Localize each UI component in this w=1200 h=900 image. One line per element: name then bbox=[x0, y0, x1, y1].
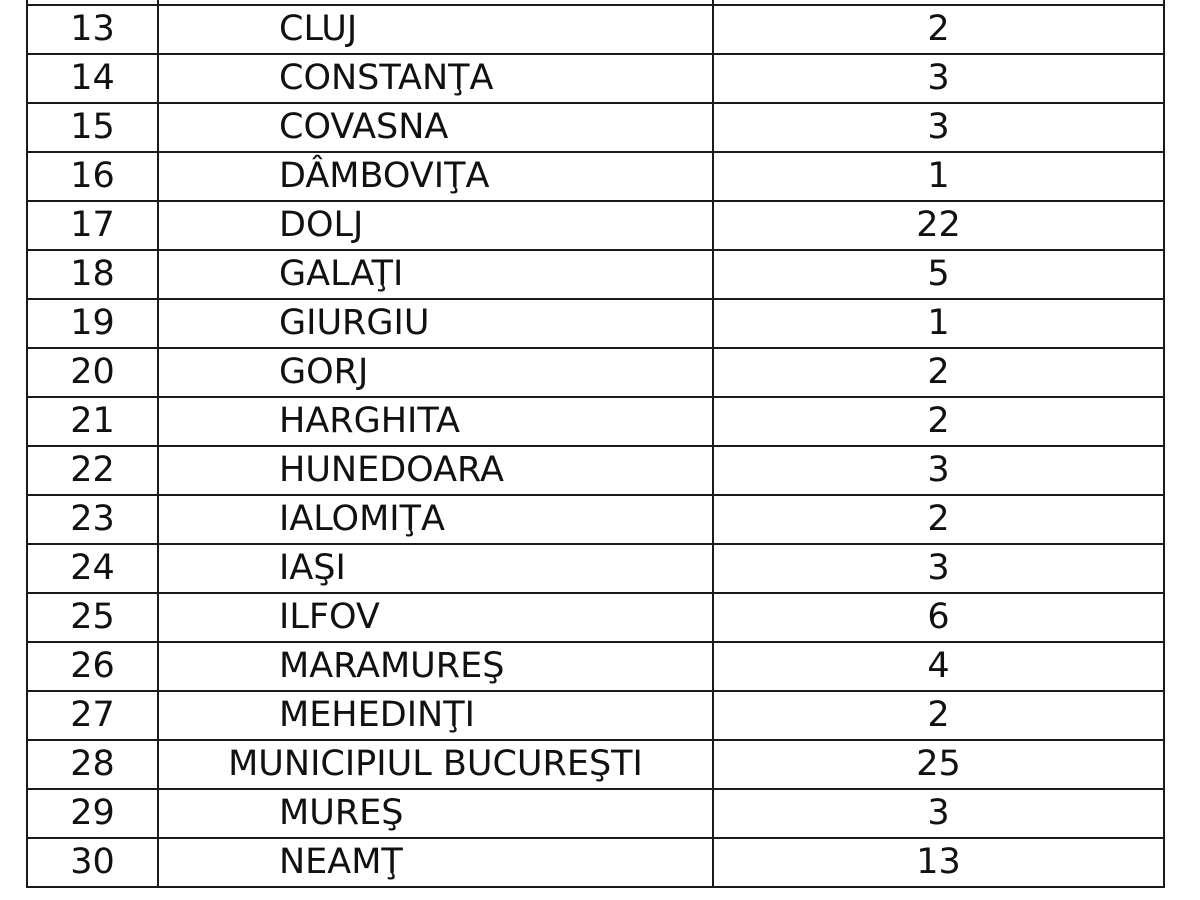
row-number-cell: 20 bbox=[27, 348, 158, 397]
row-number-cell: 21 bbox=[27, 397, 158, 446]
count-cell: 1 bbox=[713, 299, 1164, 348]
table-row bbox=[27, 740, 1164, 789]
table-row bbox=[27, 250, 1164, 299]
county-name-cell: GORJ bbox=[158, 348, 713, 397]
table-row bbox=[27, 446, 1164, 495]
table-row bbox=[27, 544, 1164, 593]
table-row bbox=[27, 495, 1164, 544]
count-cell: 5 bbox=[713, 250, 1164, 299]
table-row bbox=[27, 152, 1164, 201]
county-name-cell: GIURGIU bbox=[158, 299, 713, 348]
row-number-cell: 30 bbox=[27, 838, 158, 887]
county-name-cell: MEHEDINŢI bbox=[158, 691, 713, 740]
county-name-cell: MUREŞ bbox=[158, 789, 713, 838]
count-cell: 2 bbox=[713, 5, 1164, 54]
county-name-cell: MUNICIPIUL BUCUREŞTI bbox=[158, 740, 713, 789]
count-cell: 3 bbox=[713, 446, 1164, 495]
county-name-cell: CONSTANŢA bbox=[158, 54, 713, 103]
count-cell: 6 bbox=[713, 593, 1164, 642]
count-cell: 3 bbox=[713, 789, 1164, 838]
count-cell: 1 bbox=[713, 152, 1164, 201]
county-name-cell: DÂMBOVIŢA bbox=[158, 152, 713, 201]
row-number-cell: 13 bbox=[27, 5, 158, 54]
county-table bbox=[26, 0, 1165, 888]
table-row bbox=[27, 397, 1164, 446]
row-number-cell: 22 bbox=[27, 446, 158, 495]
count-cell: 25 bbox=[713, 740, 1164, 789]
count-cell: 2 bbox=[713, 495, 1164, 544]
table-row bbox=[27, 789, 1164, 838]
count-cell: 3 bbox=[713, 103, 1164, 152]
row-number-cell: 25 bbox=[27, 593, 158, 642]
county-name-cell: HUNEDOARA bbox=[158, 446, 713, 495]
table-row bbox=[27, 5, 1164, 54]
table-row bbox=[27, 691, 1164, 740]
count-cell: 3 bbox=[713, 544, 1164, 593]
count-cell: 2 bbox=[713, 397, 1164, 446]
table-row bbox=[27, 299, 1164, 348]
count-cell: 3 bbox=[713, 54, 1164, 103]
county-name-cell: CLUJ bbox=[158, 5, 713, 54]
row-number-cell: 27 bbox=[27, 691, 158, 740]
table-row bbox=[27, 54, 1164, 103]
row-number-cell: 26 bbox=[27, 642, 158, 691]
count-cell: 22 bbox=[713, 201, 1164, 250]
table-row bbox=[27, 103, 1164, 152]
row-number-cell: 18 bbox=[27, 250, 158, 299]
count-cell: 2 bbox=[713, 348, 1164, 397]
count-cell: 4 bbox=[713, 642, 1164, 691]
table-body bbox=[27, 0, 1164, 887]
county-name-cell: COVASNA bbox=[158, 103, 713, 152]
row-number-cell: 24 bbox=[27, 544, 158, 593]
county-name-cell: HARGHITA bbox=[158, 397, 713, 446]
row-number-cell: 17 bbox=[27, 201, 158, 250]
county-name-cell: IAŞI bbox=[158, 544, 713, 593]
county-name-cell: IALOMIŢA bbox=[158, 495, 713, 544]
county-name-cell: ILFOV bbox=[158, 593, 713, 642]
count-cell: 13 bbox=[713, 838, 1164, 887]
row-number-cell: 29 bbox=[27, 789, 158, 838]
row-number-cell: 23 bbox=[27, 495, 158, 544]
row-number-cell: 15 bbox=[27, 103, 158, 152]
table-row bbox=[27, 201, 1164, 250]
table-row bbox=[27, 348, 1164, 397]
count-cell: 2 bbox=[713, 691, 1164, 740]
row-number-cell: 14 bbox=[27, 54, 158, 103]
row-number-cell: 19 bbox=[27, 299, 158, 348]
county-name-cell: DOLJ bbox=[158, 201, 713, 250]
table-row bbox=[27, 838, 1164, 887]
county-name-cell: MARAMUREŞ bbox=[158, 642, 713, 691]
table-row bbox=[27, 642, 1164, 691]
row-number-cell: 16 bbox=[27, 152, 158, 201]
row-number-cell: 28 bbox=[27, 740, 158, 789]
table-row bbox=[27, 593, 1164, 642]
county-name-cell: NEAMŢ bbox=[158, 838, 713, 887]
county-name-cell: GALAŢI bbox=[158, 250, 713, 299]
